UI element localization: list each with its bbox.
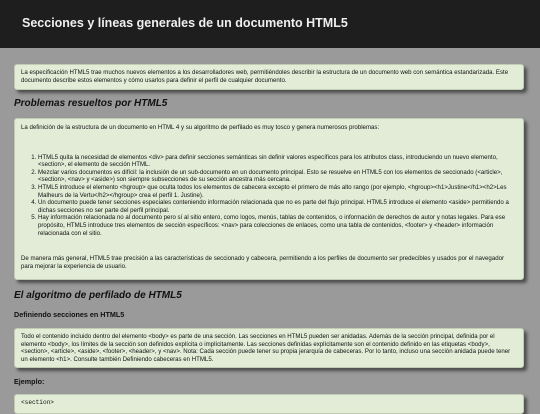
problems-heading: Problemas resueltos por HTML5 xyxy=(14,98,168,109)
example-code-box xyxy=(14,394,524,414)
list-item: 5. Hay información relacionada no al documento pero sí al sitio entero, como logos, menús, tablas de contenidos, o información de derechos de autor y notas legales. Para ese propósito, HTML5 introduce tres elementos de sección específicos: <nav> para colecciones de enlaces, como una tabla de contenidos, <footer> y <header> información relacionada con el sitio. xyxy=(38,214,517,237)
list-item: 3. HTML5 introduce el elemento <hgroup> que oculta todos los elementos de cabecera excepto el primero de más alto rango (por ejemplo, <hgroup><h1>Justine</h1><h2>Les Malheurs de la Vertu</h2></hgroup> crea el perfil 1. Justine). xyxy=(38,184,517,199)
algorithm-subheading: Definiendo secciones en HTML5 xyxy=(14,310,125,319)
example-code-line: <section> xyxy=(21,399,54,406)
algorithm-heading: El algoritmo de perfilado de HTML5 xyxy=(14,290,182,301)
algorithm-box xyxy=(14,328,524,368)
problems-closing: De manera más general, HTML5 trae precisión a las características de seccionado y cabecera, permitiendo a los perfiles de documento ser predecibles y usados por el navegador para mejorar la experiencia de usuario. xyxy=(21,255,505,270)
example-label: Ejemplo: xyxy=(14,377,45,386)
list-item: 1. HTML5 quita la necesidad de elementos <div> para definir secciones semánticas sin definir valores específicos para los atributos class, introduciendo un nuevo elemento, <section>, el elemento de sección HTML. xyxy=(38,154,517,169)
page-header xyxy=(0,0,540,48)
intro-box xyxy=(14,64,524,90)
problems-lead: La definición de la estructura de un documento en HTML 4 y su algoritmo de perfilado es muy tosco y genera numerosos problemas: xyxy=(21,124,380,131)
page-title: Secciones y líneas generales de un documento HTML5 xyxy=(22,16,348,30)
algorithm-text: Todo el contenido incluido dentro del elemento <body> es parte de una sección. Las secciones en HTML5 pueden ser anidadas. Además de la sección principal, definida por el elemento <body>, los límites de la sección son definidos explícita o implícitamente. Las secciones definidas explícitamente son el contenido definido en las etiquetas <body>, <section>, <article>, <aside>, <footer>, <header>, y <nav>. Nota: Cada sección puede tener su propia jerarquía de cabeceras. Por lo tanto, incluso una sección anidada puede tener un elemento <h1>. Consulte también Definiendo cabeceras en HTML5. xyxy=(21,333,511,363)
problems-list xyxy=(21,154,517,238)
list-item: 2. Mezclar varios documentos es difícil: la inclusión de un sub-documento en un documento principal. Esto se resuelve en HTML5 con los elementos de seccionado (<article>, <section>, <nav> y <aside>) son siempre subsecciones de su sección ancestra más cercana. xyxy=(38,169,517,184)
list-item: 4. Un documento puede tener secciones especiales conteniendo información relacionada que no es parte del flujo principal. HTML5 introduce el elemento <aside> permitiendo a dichas secciones no ser parte del perfil principal. xyxy=(38,199,517,214)
problems-box xyxy=(14,118,524,280)
intro-text: La especificación HTML5 trae muchos nuevos elementos a los desarrolladores web, permitiéndoles describir la estructura de un documento web con semántica estandarizada. Este documento describe estos elementos y cómo usarlos para definir el perfil de cualquier documento. xyxy=(21,69,509,84)
